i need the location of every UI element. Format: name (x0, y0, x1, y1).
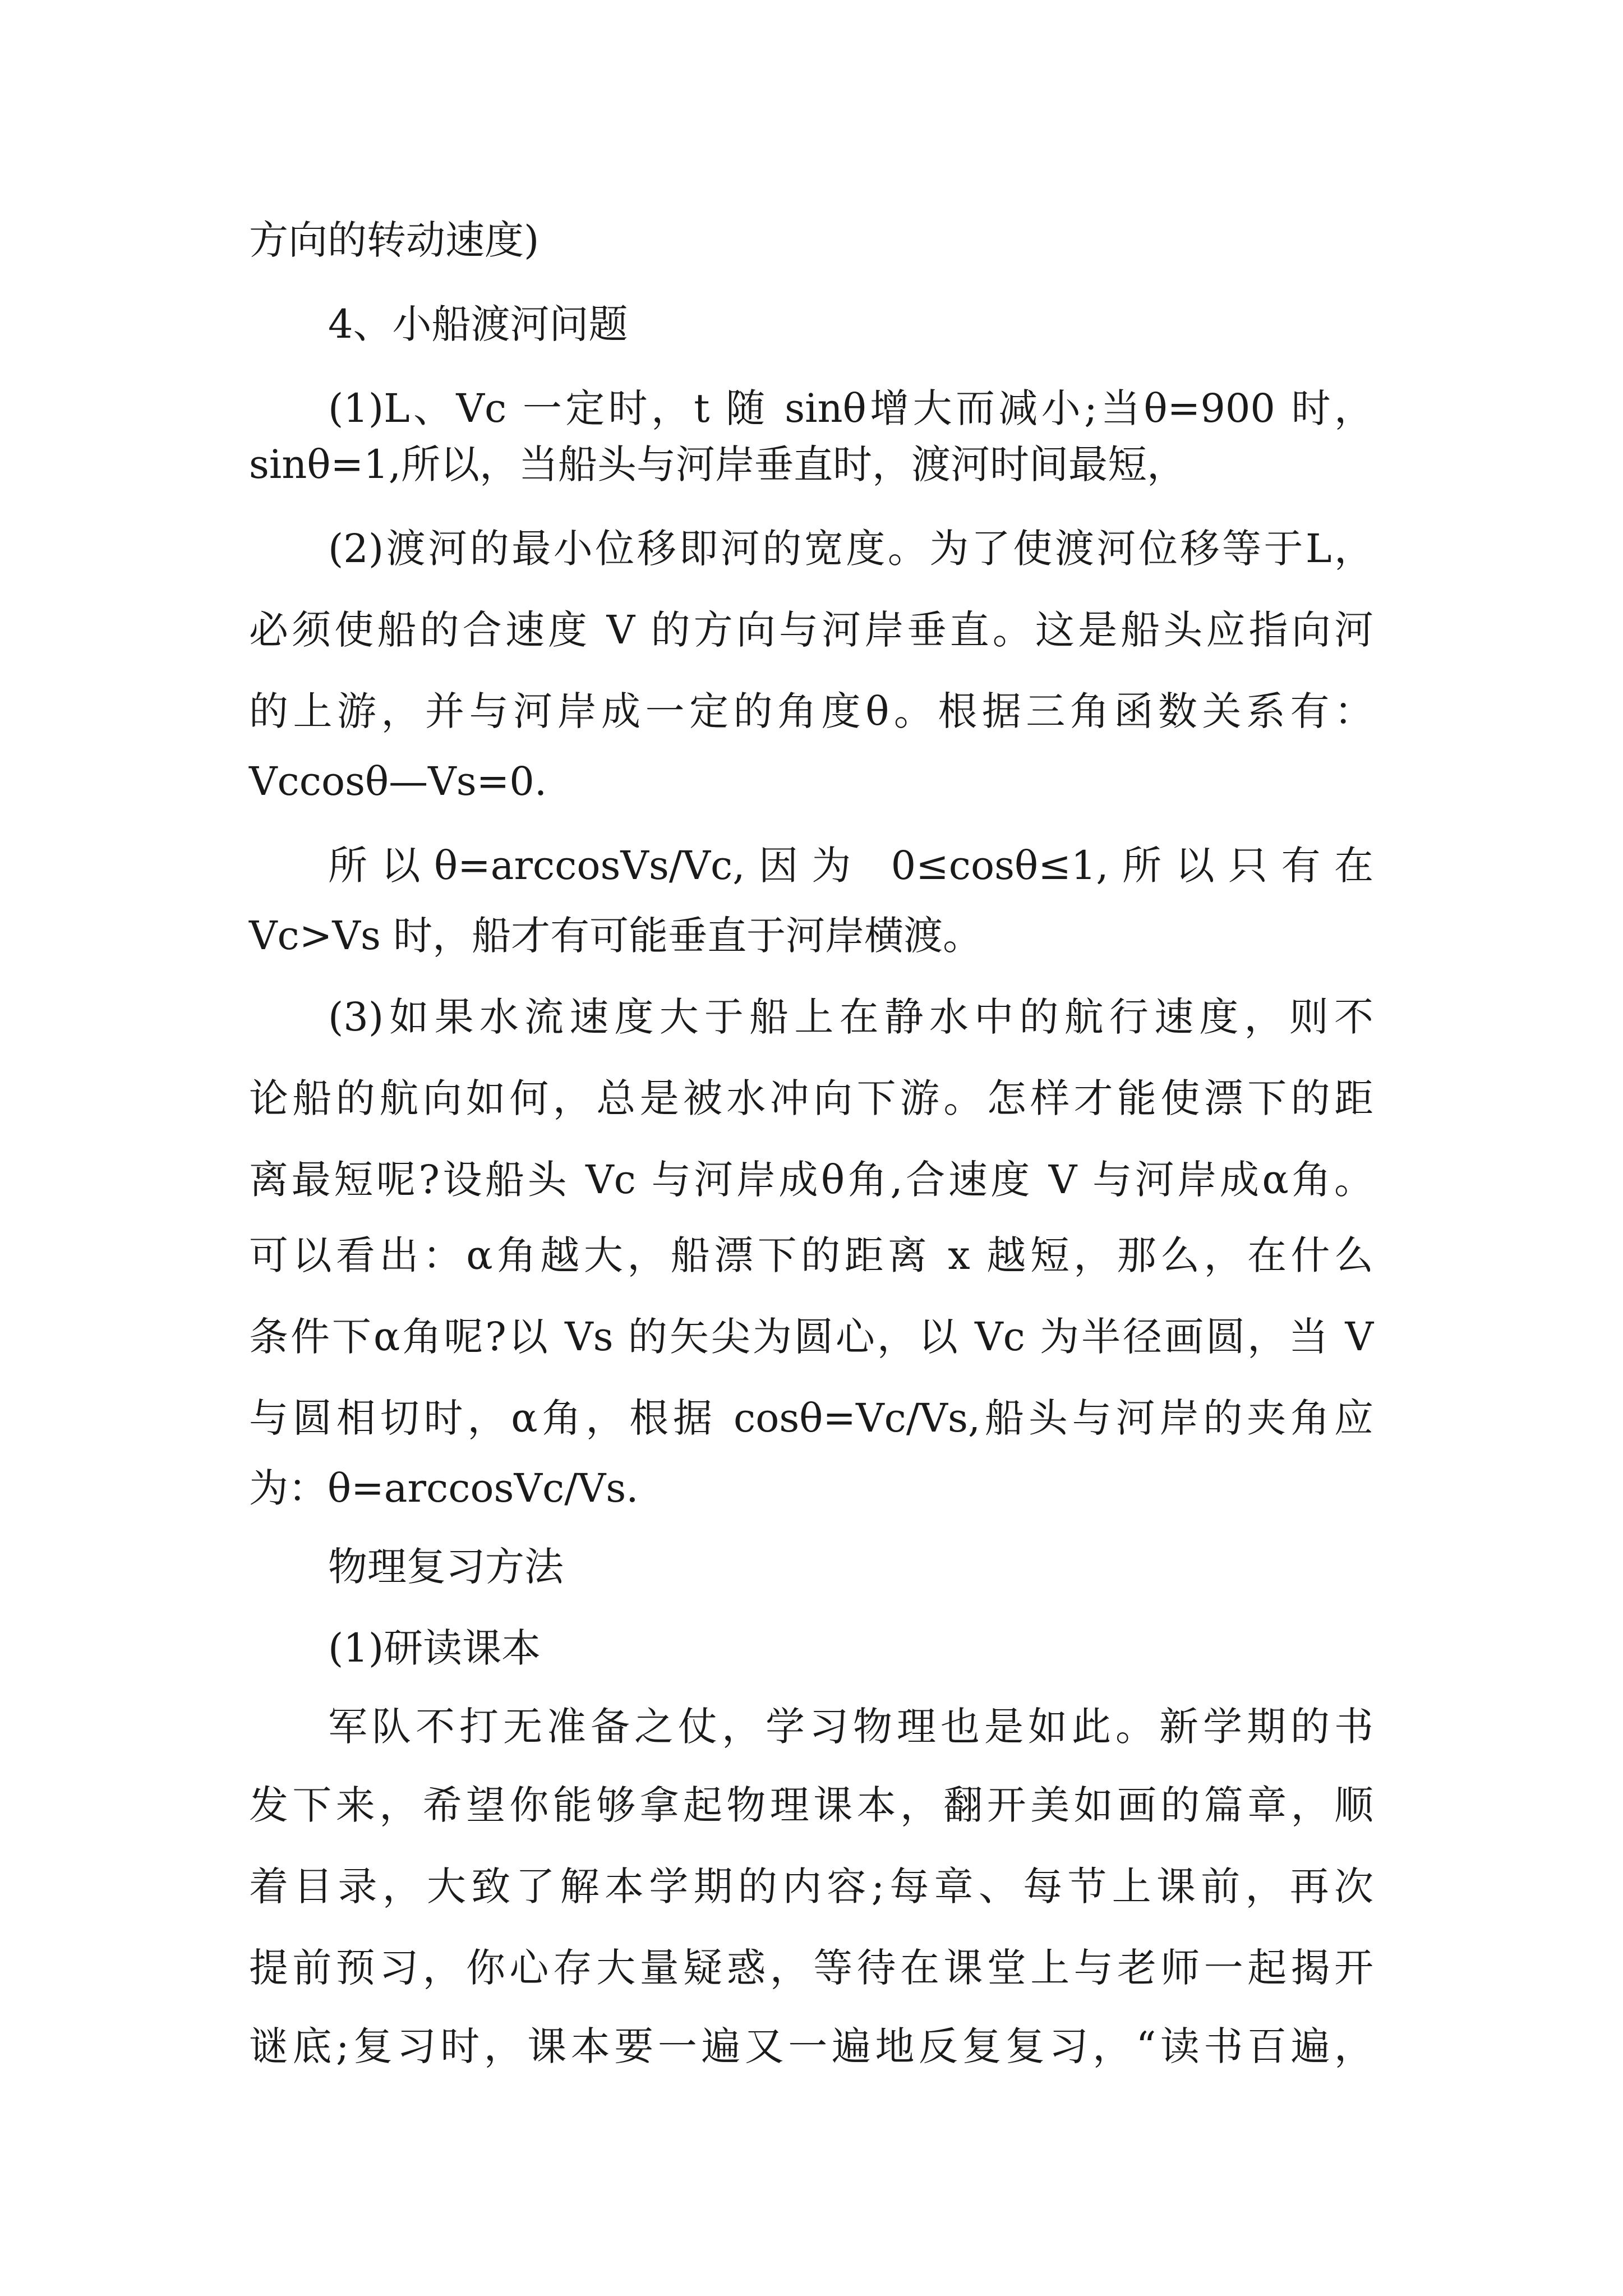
text-line: 的上游，并与河岸成一定的角度θ。根据三角函数关系有： (249, 688, 1373, 734)
subsection-heading: (1)研读课本 (328, 1625, 541, 1671)
text-line: 离最短呢?设船头 Vc 与河岸成θ角,合速度 V 与河岸成α角。 (249, 1157, 1373, 1203)
text-line: 提前预习，你心存大量疑惑，等待在课堂上与老师一起揭开 (249, 1945, 1373, 1991)
text-line: 必须使船的合速度 V 的方向与河岸垂直。这是船头应指向河 (249, 607, 1373, 653)
text-line: 可以看出：α角越大，船漂下的距离 x 越短，那么，在什么 (249, 1232, 1373, 1278)
text-line: 谜底;复习时，课本要一遍又一遍地反复复习，“读书百遍， (249, 2023, 1373, 2069)
text-line: 为：θ=arccosVc/Vs. (249, 1465, 639, 1511)
text-line: 着目录，大致了解本学期的内容;每章、每节上课前，再次 (249, 1864, 1373, 1910)
text-line: sinθ=1,所以，当船头与河岸垂直时，渡河时间最短， (249, 441, 1186, 487)
text-line: 方向的转动速度) (249, 217, 540, 263)
section-heading: 物理复习方法 (328, 1544, 564, 1590)
text-line: (1)L、Vc 一定时，t 随 sinθ增大而减小;当θ=900 时， (328, 385, 1373, 431)
section-heading: 4、小船渡河问题 (328, 301, 628, 347)
text-line: 与圆相切时，α角，根据 cosθ=Vc/Vs,船头与河岸的夹角应 (249, 1395, 1373, 1441)
text-line: Vc>Vs 时，船才有可能垂直于河岸横渡。 (249, 913, 983, 959)
text-line: (3)如果水流速度大于船上在静水中的航行速度，则不 (328, 994, 1373, 1040)
text-line: 所以θ=arccosVs/Vc,因为 0≤cosθ≤1,所以只有在 (328, 843, 1373, 889)
text-line: 军队不打无准备之仗，学习物理也是如此。新学期的书 (328, 1704, 1373, 1750)
text-line: Vccosθ—Vs=0. (249, 758, 547, 804)
text-line: 条件下α角呢?以 Vs 的矢尖为圆心，以 Vc 为半径画圆，当 V (249, 1314, 1373, 1360)
text-line: 发下来，希望你能够拿起物理课本，翻开美如画的篇章，顺 (249, 1782, 1373, 1828)
text-line: 论船的航向如何，总是被水冲向下游。怎样才能使漂下的距 (249, 1075, 1373, 1121)
text-line: (2)渡河的最小位移即河的宽度。为了使渡河位移等于L， (328, 526, 1373, 572)
